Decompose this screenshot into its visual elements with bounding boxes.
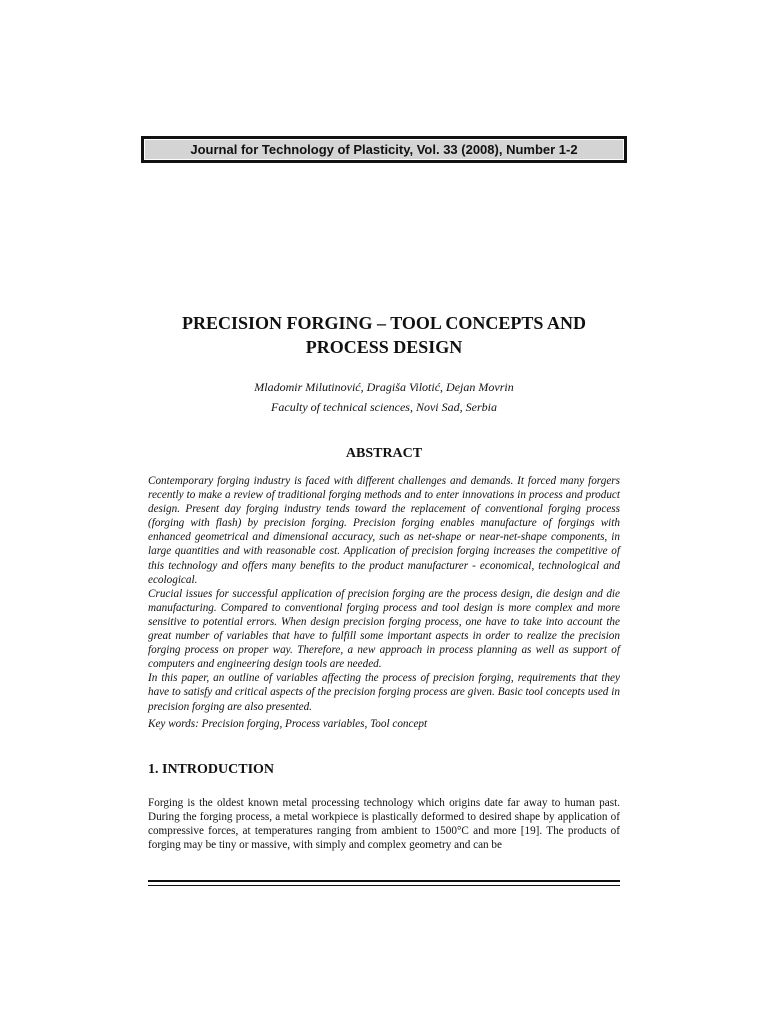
introduction-text: Forging is the oldest known metal processing technology which origins date far away to human past. During the forging process, a metal workpiece is plastically deformed to desired shape by application of compressive forces, at temperatures ranging from ambient to 1500°C and more [19]. The products of forging may be tiny or massive, with simply and complex geometry and can be (148, 797, 620, 852)
abstract-paragraph: In this paper, an outline of variables affecting the process of precision forging, requirements that they have to satisfy and critical aspects of the precision forging process are given. Basic tool concepts used in precision forging are also presented. (148, 672, 620, 713)
paper-title-line-2: PROCESS DESIGN (305, 337, 463, 357)
keywords: Key words: Precision forging, Process variables, Tool concept (148, 718, 428, 730)
section-heading-introduction: 1. INTRODUCTION (148, 762, 275, 777)
abstract-heading: ABSTRACT (345, 446, 423, 461)
journal-header-box (142, 137, 626, 162)
abstract-paragraph: Contemporary forging industry is faced with different challenges and demands. It forced many forgers recently to make a review of traditional forging methods and to enter innovations in process and product design. Present day forging industry tends toward the replacement of conventional forging process (forging with flash) by precision forging. Precision forging enables manufacture of forgings with enhanced geometrical and dimensional accuracy, such as net-shape or near-net-shape components, in large quantities and with reasonable cost. Application of precision forging increases the competitive of this technology and offers many benefits to the product manufacturer - economical, technological and ecological. (148, 475, 620, 586)
paper-title-line-1: PRECISION FORGING – TOOL CONCEPTS AND (182, 313, 586, 333)
abstract-body (148, 474, 620, 714)
author-list: Mladomir Milutinović, Dragiša Vilotić, Dejan Movrin (254, 380, 514, 394)
footer-rule-thin (148, 885, 620, 886)
footer-rule (148, 880, 620, 882)
affiliation: Faculty of technical sciences, Novi Sad, Serbia (271, 400, 497, 414)
journal-header-text: Journal for Technology of Plasticity, Vol. 33 (2008), Number 1-2 (190, 142, 578, 157)
abstract-paragraph: Crucial issues for successful application of precision forging are the process design, die design and die manufacturing. Compared to conventional forging process and tool design is more complex and more sensitive to potential errors. When design precision forging process, one have to take into account the great number of variables that have to fulfill some important aspects in order to realize the precision forging process on proper way. Therefore, a new approach in process planning as well as support of computers and engineering design tools are needed. (148, 587, 620, 671)
paper-title (100, 311, 668, 359)
